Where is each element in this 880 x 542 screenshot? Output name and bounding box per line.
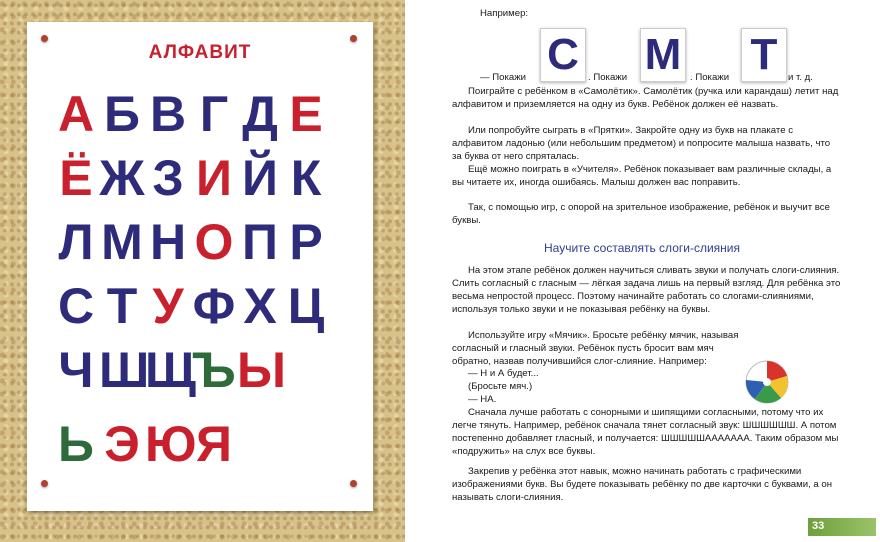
alphabet-letter: Ш [99,342,150,398]
alphabet-letter: Ю [145,416,197,472]
ball-icon [745,360,789,404]
alphabet-poster [27,22,373,511]
alphabet-letter: Ч [58,342,94,398]
letter-row [53,148,373,208]
section-heading: Научите составлять слоги-слияния [544,241,740,255]
alphabet-letter: Э [104,416,140,472]
etc-text: и т. д. [788,72,813,83]
alphabet-letter: Щ [145,342,196,398]
alphabet-letter: З [152,150,184,206]
alphabet-letter: Х [243,278,277,334]
alphabet-letter: У [152,278,184,334]
alphabet-letter: Й [242,150,278,206]
alphabet-letter: Б [104,86,140,142]
alphabet-letter: И [196,150,232,206]
paragraph: Используйте игру «Мячик». Бросьте ребёнку мячик, называя согласный и гласный звуки. Ребёнок пусть бросит вам мяч обратно, назвав получившийся слог-слияние. Например: [452,330,739,367]
alphabet-letter: Е [289,86,323,142]
alphabet-letter: Ж [99,150,145,206]
example-label: Например: [480,8,529,19]
pin-icon [350,480,357,487]
alphabet-letter: Т [106,278,138,334]
letter-row [53,276,373,336]
poster-background [0,0,405,542]
alphabet-letter: П [242,214,278,270]
letter-card: С [540,28,586,82]
letter-row [53,414,373,474]
paragraph: Закрепив у ребёнка этот навык, можно начинать работать с графическими изображениями букв. Вы будете показывать ребёнку по две карточки с буквами, а он называть слоги-слияния. [452,466,833,503]
alphabet-letter: Ъ [192,342,236,398]
dialog-line: — НА. [468,394,497,405]
paragraph: Сначала лучше работать с сонорными и шипящими согласными, потому что их легче тянуть. Например, ребёнок сначала тянет согласный звук: ШШШШШШ. А потом постепенно добавляет гласный, и получается: ШШШШШААААААА. Таким образом мы «подружить» на слух все буквы. [452,407,839,457]
letter-row [53,340,373,400]
alphabet-letter: Н [149,214,187,270]
alphabet-letter: О [194,214,234,270]
letter-card: М [640,28,686,82]
alphabet-letter: Ы [237,342,286,398]
paragraph: На этом этапе ребёнок должен научиться сливать звуки и получать слоги-слияния. Слить согласный с гласным — лёгкая задача лишь на первый взгляд. Для ребёнка это весьма непростой процесс. Поэтому начинайте работать со слогами-слияниями, используя только звуки и не показывая ребёнку на буквы. [452,265,841,315]
alphabet-letter: Ц [287,278,325,334]
alphabet-letter: В [149,86,187,142]
alphabet-letter: Ф [192,278,236,334]
show-text: . Покажи [588,72,628,83]
alphabet-letter: Л [58,214,94,270]
pin-icon [41,480,48,487]
alphabet-letter: Р [289,214,323,270]
show-text: . Покажи [690,72,730,83]
show-text: — Покажи [480,72,527,83]
pin-icon [41,35,48,42]
letter-row [53,212,373,272]
alphabet-letter: Ь [58,416,94,472]
paragraph: Поиграйте с ребёнком в «Самолётик». Самолётик (ручка или карандаш) летит над алфавитом и приземляется на одну из букв. Ребёнок должен её назвать. [452,86,839,110]
poster-title: АЛФАВИТ [148,42,252,63]
paragraph: Так, с помощью игр, с опорой на зрительное изображение, ребёнок и выучит все буквы. [452,202,830,226]
letter-row [53,84,373,144]
paragraph: Ещё можно поиграть в «Учителя». Ребёнок показывает вам различные склады, а вы читаете их, иногда ошибаясь. Малыш должен вас поправить. [452,164,832,188]
alphabet-letter: Ё [59,150,93,206]
alphabet-letter: К [290,150,322,206]
alphabet-letter: Г [199,86,229,142]
alphabet-letter: Д [242,86,278,142]
dialog-line: (Бросьте мяч.) [468,381,533,392]
paragraph: Или попробуйте сыграть в «Прятки». Закройте одну из букв на плакате с алфавитом ладонью (или небольшим предметом) и попросите малыша назвать, что за буква от него спряталась. [452,125,831,162]
dialog-line: — Н и А будет... [468,368,539,379]
alphabet-letter: А [57,86,95,142]
letter-card: Т [741,28,787,82]
text-page [452,0,872,542]
page-number: 33 [812,520,825,532]
page-number-tab [808,518,876,536]
alphabet-letter: М [101,214,143,270]
alphabet-letter: С [57,278,95,334]
alphabet-letter: Я [196,416,232,472]
pin-icon [350,35,357,42]
